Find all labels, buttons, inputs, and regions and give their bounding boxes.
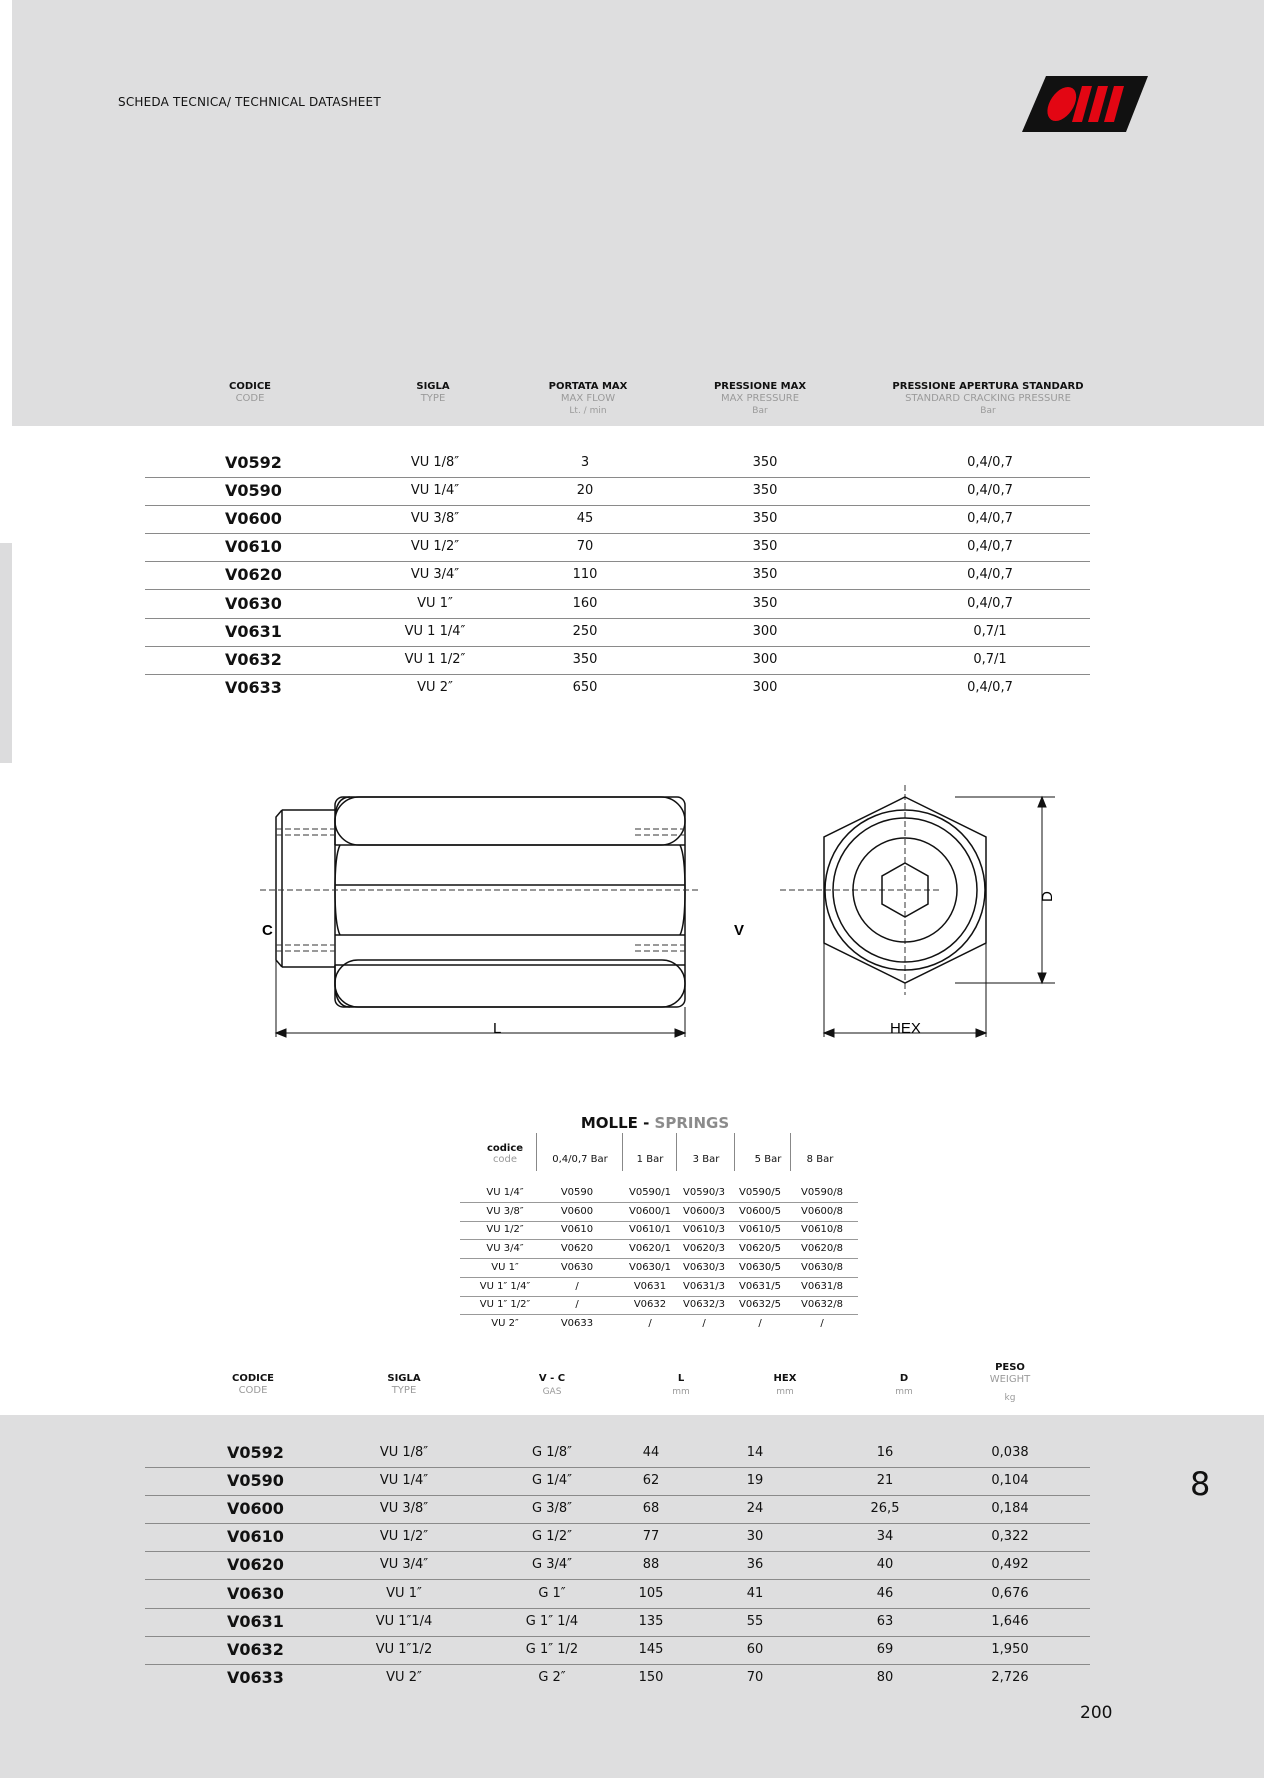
table-cell: 2,726	[991, 1669, 1029, 1685]
table-row	[145, 1636, 1090, 1665]
springs-cell: VU 1″	[491, 1261, 519, 1273]
col-title: HEX	[773, 1373, 797, 1384]
springs-cell: VU 3/8″	[486, 1205, 524, 1217]
table-row	[145, 1495, 1090, 1524]
springs-cell: V0630/8	[800, 1261, 844, 1273]
table-cell: 0,4/0,7	[967, 679, 1013, 695]
table-cell: VU 1/4″	[410, 483, 460, 499]
table-cell: 62	[642, 1473, 660, 1489]
product-code: V0592	[227, 1443, 284, 1462]
springs-cell: V0600/1	[628, 1205, 672, 1217]
springs-cell: V0610/1	[628, 1224, 672, 1236]
springs-cell: V0620/1	[628, 1243, 672, 1255]
section-number: 8	[1190, 1465, 1211, 1503]
table-cell: 350	[752, 539, 778, 555]
product-code: V0590	[225, 481, 282, 501]
springs-cell: VU 1″ 1/4″	[479, 1280, 531, 1292]
table-cell: 77	[642, 1529, 660, 1545]
table-row	[145, 477, 1090, 506]
table-cell: G 1″ 1/4	[525, 1613, 579, 1629]
springs-divider	[790, 1133, 791, 1171]
table-cell: 0,322	[991, 1529, 1029, 1545]
table2-col-header	[193, 1373, 313, 1398]
springs-row	[460, 1221, 858, 1240]
springs-cell: V0590	[560, 1187, 594, 1198]
springs-cell: V0633	[560, 1317, 594, 1329]
table-cell: 36	[746, 1557, 764, 1573]
springs-cell: V0600/5	[738, 1205, 782, 1217]
table-cell: VU 1″	[417, 595, 453, 611]
table-row	[145, 590, 1090, 619]
product-code: V0630	[225, 593, 282, 613]
col-title: SIGLA	[416, 381, 450, 392]
table-cell: VU 3/4″	[379, 1557, 429, 1573]
table-cell: G 1″	[538, 1585, 566, 1601]
table-cell: 105	[638, 1585, 664, 1601]
springs-cell: V0590/1	[628, 1187, 672, 1198]
springs-code-header	[470, 1143, 540, 1165]
springs-cell: VU 3/4″	[486, 1243, 524, 1255]
table-cell: 0,184	[991, 1501, 1029, 1517]
table-row	[145, 505, 1090, 534]
table-row	[145, 618, 1090, 647]
table-cell: VU 3/8″	[410, 511, 460, 527]
col-unit: Bar	[752, 406, 768, 416]
table-row	[145, 1551, 1090, 1580]
table-cell: 1,950	[991, 1641, 1029, 1657]
springs-cell: /	[702, 1317, 706, 1329]
table-cell: 0,7/1	[973, 623, 1007, 639]
springs-code-en: code	[492, 1154, 518, 1165]
table-row	[145, 1523, 1090, 1552]
table-cell: 350	[752, 483, 778, 499]
table-cell: 55	[746, 1613, 764, 1629]
table-cell: 350	[752, 567, 778, 583]
springs-row	[460, 1240, 858, 1259]
product-code: V0590	[227, 1471, 284, 1491]
springs-divider	[676, 1133, 677, 1171]
table-cell: VU 1/2″	[379, 1529, 429, 1545]
product-code: V0631	[225, 621, 282, 641]
table-cell: 44	[642, 1445, 660, 1460]
product-code: V0632	[227, 1639, 284, 1659]
col-title: CODICE	[231, 1373, 275, 1384]
table-cell: 1,646	[991, 1613, 1029, 1629]
springs-cell: V0630/3	[682, 1261, 726, 1273]
table-row	[145, 674, 1090, 702]
table-cell: 145	[638, 1641, 664, 1657]
table-cell: 80	[876, 1669, 894, 1685]
col-title: CODICE	[228, 381, 272, 392]
springs-title-it: MOLLE	[580, 1114, 638, 1132]
table-cell: 350	[752, 455, 778, 470]
springs-cell: V0590/5	[738, 1187, 782, 1198]
table-row	[145, 1664, 1090, 1692]
table-cell: 0,492	[991, 1557, 1029, 1573]
table-cell: 300	[752, 679, 778, 695]
table-cell: 650	[572, 679, 598, 695]
springs-cell: VU 1/4″	[486, 1187, 524, 1198]
table-cell: 0,4/0,7	[967, 567, 1013, 583]
label-l: L	[493, 1020, 502, 1037]
table-cell: 3	[580, 455, 590, 470]
table-cell: 0,4/0,7	[967, 455, 1013, 470]
table-cell: 150	[638, 1669, 664, 1685]
springs-cell: /	[758, 1317, 762, 1329]
table-cell: 0,4/0,7	[967, 539, 1013, 555]
springs-cell: V0610/5	[738, 1224, 782, 1236]
col-unit: Lt. / min	[569, 406, 607, 416]
springs-cell: V0610	[560, 1224, 594, 1236]
springs-cell: V0600/8	[800, 1205, 844, 1217]
col-title: V - C	[538, 1373, 566, 1384]
table-cell: 110	[572, 567, 598, 583]
table-cell: VU 1 1/2″	[404, 651, 466, 667]
side-tab-mark	[0, 543, 12, 763]
springs-cell: V0632/5	[738, 1299, 782, 1311]
col-unit: GAS	[542, 1387, 562, 1397]
table-cell: 60	[746, 1641, 764, 1657]
product-code: V0610	[225, 537, 282, 557]
springs-cell: V0631/3	[682, 1280, 726, 1292]
table2-col-header	[950, 1362, 1070, 1404]
table-cell: 21	[876, 1473, 894, 1489]
table1-col-header	[630, 381, 890, 417]
table-row	[145, 1439, 1090, 1468]
product-code: V0620	[227, 1555, 284, 1575]
col-unit: mm	[895, 1387, 913, 1397]
table2-col-header	[844, 1373, 964, 1398]
springs-row	[460, 1315, 858, 1333]
valve-technical-drawing	[240, 775, 1080, 1050]
table-cell: VU 1/8″	[379, 1445, 429, 1460]
col-title: PRESSIONE MAX	[713, 381, 807, 392]
label-d: D	[1039, 891, 1056, 902]
table-cell: VU 1″1/4	[375, 1613, 433, 1629]
table-cell: G 2″	[538, 1669, 566, 1685]
springs-divider	[536, 1133, 537, 1171]
table-cell: G 3/4″	[532, 1557, 572, 1573]
springs-cell: VU 2″	[491, 1317, 519, 1329]
table-cell: VU 2″	[417, 679, 453, 695]
col-title: PESO	[995, 1362, 1025, 1373]
table-cell: VU 1/4″	[379, 1473, 429, 1489]
springs-cell: V0631/5	[738, 1280, 782, 1292]
table-cell: VU 2″	[386, 1669, 422, 1685]
col-subtitle: TYPE	[420, 393, 446, 404]
table2-col-header	[492, 1373, 612, 1398]
col-unit: kg	[1004, 1393, 1016, 1403]
springs-cell: V0600/3	[682, 1205, 726, 1217]
springs-cell: V0600	[560, 1205, 594, 1217]
table-cell: 160	[572, 595, 598, 611]
table-cell: 0,7/1	[973, 651, 1007, 667]
col-unit: Bar	[980, 406, 996, 416]
table-cell: G 1/2″	[532, 1529, 572, 1545]
springs-cell: V0632	[633, 1299, 667, 1311]
col-subtitle: STANDARD CRACKING PRESSURE	[905, 393, 1071, 404]
springs-cell: /	[575, 1299, 579, 1311]
table-row	[145, 1580, 1090, 1609]
springs-cell: V0590/3	[682, 1187, 726, 1198]
product-code: V0630	[227, 1583, 284, 1603]
table-cell: 68	[642, 1501, 660, 1517]
col-subtitle: CODE	[235, 393, 265, 404]
table-cell: G 1/8″	[532, 1445, 572, 1460]
col-title: PORTATA MAX	[548, 381, 628, 392]
table-cell: 300	[752, 651, 778, 667]
springs-row	[460, 1278, 858, 1297]
springs-col-header: 8 Bar	[806, 1154, 834, 1165]
springs-cell: V0620/8	[800, 1243, 844, 1255]
springs-cell: /	[820, 1317, 824, 1329]
springs-title	[560, 1114, 750, 1132]
col-subtitle: TYPE	[391, 1385, 417, 1396]
table-cell: VU 1/2″	[410, 539, 460, 555]
springs-cell: V0630/1	[628, 1261, 672, 1273]
table-cell: 26,5	[870, 1501, 900, 1517]
col-title: PRESSIONE APERTURA STANDARD	[892, 381, 1084, 392]
table-row	[145, 1467, 1090, 1496]
springs-code-it: codice	[486, 1143, 524, 1154]
springs-cell: V0632/3	[682, 1299, 726, 1311]
product-code: V0592	[225, 453, 282, 472]
table-cell: 0,4/0,7	[967, 595, 1013, 611]
table-cell: VU 3/8″	[379, 1501, 429, 1517]
product-code: V0600	[225, 509, 282, 529]
table-cell: VU 1 1/4″	[404, 623, 466, 639]
product-code: V0620	[225, 565, 282, 585]
table-cell: 69	[876, 1641, 894, 1657]
col-title: SIGLA	[387, 1373, 421, 1384]
header-panel	[12, 0, 1264, 426]
table-cell: 16	[876, 1445, 894, 1460]
table-cell: VU 1/8″	[410, 455, 460, 470]
springs-cell: V0631	[633, 1280, 667, 1292]
springs-row	[460, 1203, 858, 1222]
table-cell: 0,676	[991, 1585, 1029, 1601]
table2-col-header	[621, 1373, 741, 1398]
springs-cell: VU 1/2″	[486, 1224, 524, 1236]
table-cell: 14	[746, 1445, 764, 1460]
table-cell: G 1″ 1/2	[525, 1641, 579, 1657]
table-row	[145, 449, 1090, 478]
springs-col-header: 5 Bar	[754, 1154, 782, 1165]
table2-col-header	[725, 1373, 845, 1398]
product-code: V0633	[225, 677, 282, 697]
table-cell: 20	[576, 483, 594, 499]
table-row	[145, 533, 1090, 562]
table-cell: 30	[746, 1529, 764, 1545]
table-cell: 0,4/0,7	[967, 511, 1013, 527]
col-unit: mm	[776, 1387, 794, 1397]
product-code: V0633	[227, 1667, 284, 1687]
springs-row	[460, 1296, 858, 1315]
table-row	[145, 646, 1090, 675]
springs-cell: V0630	[560, 1261, 594, 1273]
table-cell: 40	[876, 1557, 894, 1573]
springs-cell: V0631/8	[800, 1280, 844, 1292]
springs-cell: V0620	[560, 1243, 594, 1255]
springs-cell: V0590/8	[800, 1187, 844, 1198]
table-cell: 350	[572, 651, 598, 667]
col-title: D	[899, 1373, 909, 1384]
label-c: C	[262, 922, 273, 939]
table-cell: 0,038	[991, 1445, 1029, 1460]
table-cell: G 1/4″	[532, 1473, 572, 1489]
springs-divider	[622, 1133, 623, 1171]
springs-cell: V0620/3	[682, 1243, 726, 1255]
table-cell: 46	[876, 1585, 894, 1601]
col-subtitle: MAX PRESSURE	[720, 393, 800, 404]
col-subtitle: WEIGHT	[989, 1374, 1031, 1385]
col-subtitle: MAX FLOW	[560, 393, 616, 404]
brand-logo	[1022, 76, 1148, 132]
springs-col-header: 1 Bar	[636, 1154, 664, 1165]
table-row	[145, 1608, 1090, 1637]
springs-cell: /	[575, 1280, 579, 1292]
table-cell: 135	[638, 1613, 664, 1629]
table-cell: 19	[746, 1473, 764, 1489]
table-cell: 250	[572, 623, 598, 639]
springs-cell: /	[648, 1317, 652, 1329]
springs-title-sep: -	[637, 1114, 655, 1132]
springs-col-header: 0,4/0,7 Bar	[552, 1154, 608, 1165]
table-cell: 350	[752, 595, 778, 611]
springs-col-header: 3 Bar	[692, 1154, 720, 1165]
springs-cell: V0610/3	[682, 1224, 726, 1236]
page-number: 200	[1080, 1703, 1113, 1723]
table-cell: 350	[752, 511, 778, 527]
table-cell: 45	[576, 511, 594, 527]
col-subtitle: CODE	[238, 1385, 268, 1396]
table-cell: VU 1″1/2	[375, 1641, 433, 1657]
springs-cell: V0610/8	[800, 1224, 844, 1236]
product-code: V0632	[225, 649, 282, 669]
col-unit: mm	[672, 1387, 690, 1397]
springs-title-en: SPRINGS	[654, 1114, 730, 1132]
table-cell: 0,104	[991, 1473, 1029, 1489]
table-row	[145, 561, 1090, 590]
springs-row	[460, 1259, 858, 1278]
springs-cell: V0620/5	[738, 1243, 782, 1255]
table-cell: 70	[746, 1669, 764, 1685]
table-cell: 24	[746, 1501, 764, 1517]
table-cell: VU 3/4″	[410, 567, 460, 583]
table-cell: 70	[576, 539, 594, 555]
table-cell: 88	[642, 1557, 660, 1573]
springs-row	[460, 1184, 858, 1203]
product-code: V0631	[227, 1611, 284, 1631]
table1-col-header	[858, 381, 1118, 417]
col-title: L	[677, 1373, 685, 1384]
table-cell: 63	[876, 1613, 894, 1629]
springs-cell: V0630/5	[738, 1261, 782, 1273]
product-code: V0600	[227, 1499, 284, 1519]
table2-col-header	[344, 1373, 464, 1398]
table-cell: G 3/8″	[532, 1501, 572, 1517]
table-cell: 300	[752, 623, 778, 639]
table-cell: 34	[876, 1529, 894, 1545]
label-v: V	[734, 922, 745, 939]
springs-cell: V0632/8	[800, 1299, 844, 1311]
table-cell: VU 1″	[386, 1585, 422, 1601]
table-cell: 41	[746, 1585, 764, 1601]
springs-cell: VU 1″ 1/2″	[479, 1299, 531, 1311]
product-code: V0610	[227, 1527, 284, 1547]
label-hex: HEX	[890, 1020, 921, 1037]
page-title: SCHEDA TECNICA/ TECHNICAL DATASHEET	[118, 95, 381, 109]
springs-divider	[734, 1133, 735, 1171]
table-cell: 0,4/0,7	[967, 483, 1013, 499]
